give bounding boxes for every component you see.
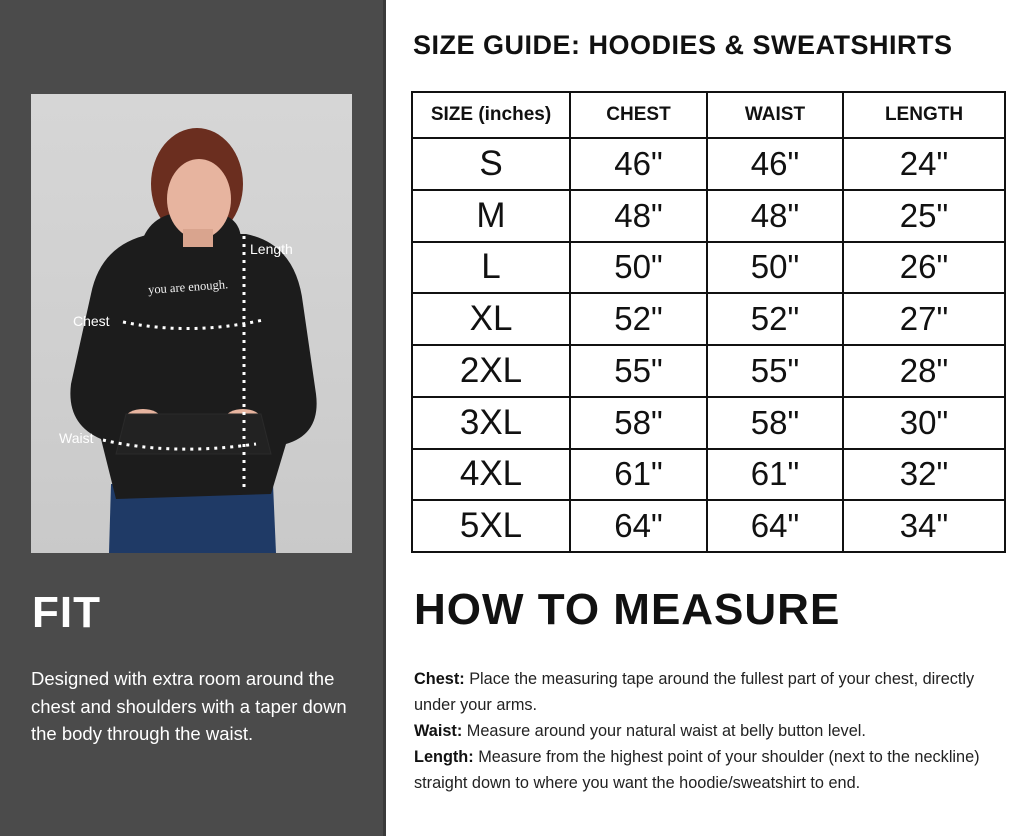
table-row [412,449,1005,501]
instruction-text: Measure around your natural waist at belly button level. [462,722,866,740]
measurement-cell: 64" [570,500,707,552]
table-header-row [412,92,1005,138]
instruction-chest [414,666,1019,718]
size-cell: L [412,242,570,294]
measurement-cell: 61" [570,449,707,501]
instruction-text: Place the measuring tape around the fullest part of your chest, directly under your arms. [414,670,975,714]
size-table [411,91,1006,553]
measurement-cell: 58" [707,397,843,449]
instruction-waist [414,718,1019,744]
fit-description: Designed with extra room around the chest and shoulders with a taper down the body through the waist. [31,668,347,744]
instruction-label: Waist: [414,722,463,740]
length-label: Length [250,241,293,257]
measurement-cell: 48" [570,190,707,242]
measurement-cell: 27" [843,293,1005,345]
size-cell: 3XL [412,397,570,449]
measurement-cell: 24" [843,138,1005,190]
table-row [412,397,1005,449]
size-cell: XL [412,293,570,345]
hoodie-print-text: you are enough. [147,277,229,297]
measure-instructions [414,666,1019,796]
header-size: SIZE (inches) [412,92,570,138]
measurement-cell: 55" [570,345,707,397]
measurement-cell: 30" [843,397,1005,449]
measurement-cell: 46" [570,138,707,190]
panel-divider [383,0,386,836]
instruction-label: Chest: [414,670,465,688]
measurement-cell: 52" [707,293,843,345]
header-waist: WAIST [707,92,843,138]
measurement-cell: 50" [707,242,843,294]
measurement-cell: 64" [707,500,843,552]
measurement-cell: 58" [570,397,707,449]
size-cell: 4XL [412,449,570,501]
left-panel [0,0,383,836]
measurement-cell: 28" [843,345,1005,397]
table-row [412,500,1005,552]
size-cell: 2XL [412,345,570,397]
instruction-length [414,744,1019,796]
measurement-cell: 55" [707,345,843,397]
header-chest: CHEST [570,92,707,138]
size-cell: M [412,190,570,242]
table-row [412,138,1005,190]
how-to-measure-heading: HOW TO MEASURE [414,585,841,634]
measurement-cell: 32" [843,449,1005,501]
measurement-cell: 50" [570,242,707,294]
model-photo [31,94,352,553]
measurement-cell: 52" [570,293,707,345]
table-row [412,345,1005,397]
measurement-cell: 25" [843,190,1005,242]
chest-label: Chest [73,313,110,329]
measurement-cell: 61" [707,449,843,501]
measurement-cell: 26" [843,242,1005,294]
size-guide-title: SIZE GUIDE: HOODIES & SWEATSHIRTS [413,30,953,60]
size-cell: 5XL [412,500,570,552]
table-row [412,190,1005,242]
instruction-text: Measure from the highest point of your shoulder (next to the neckline) straight down to where you want the hoodie/sweatshirt to end. [414,748,980,792]
header-length: LENGTH [843,92,1005,138]
table-row [412,242,1005,294]
fit-heading: FIT [32,588,101,637]
table-row [412,293,1005,345]
size-cell: S [412,138,570,190]
instruction-label: Length: [414,748,474,766]
measurement-cell: 34" [843,500,1005,552]
measurement-cell: 48" [707,190,843,242]
waist-label: Waist [59,430,94,446]
measurement-cell: 46" [707,138,843,190]
